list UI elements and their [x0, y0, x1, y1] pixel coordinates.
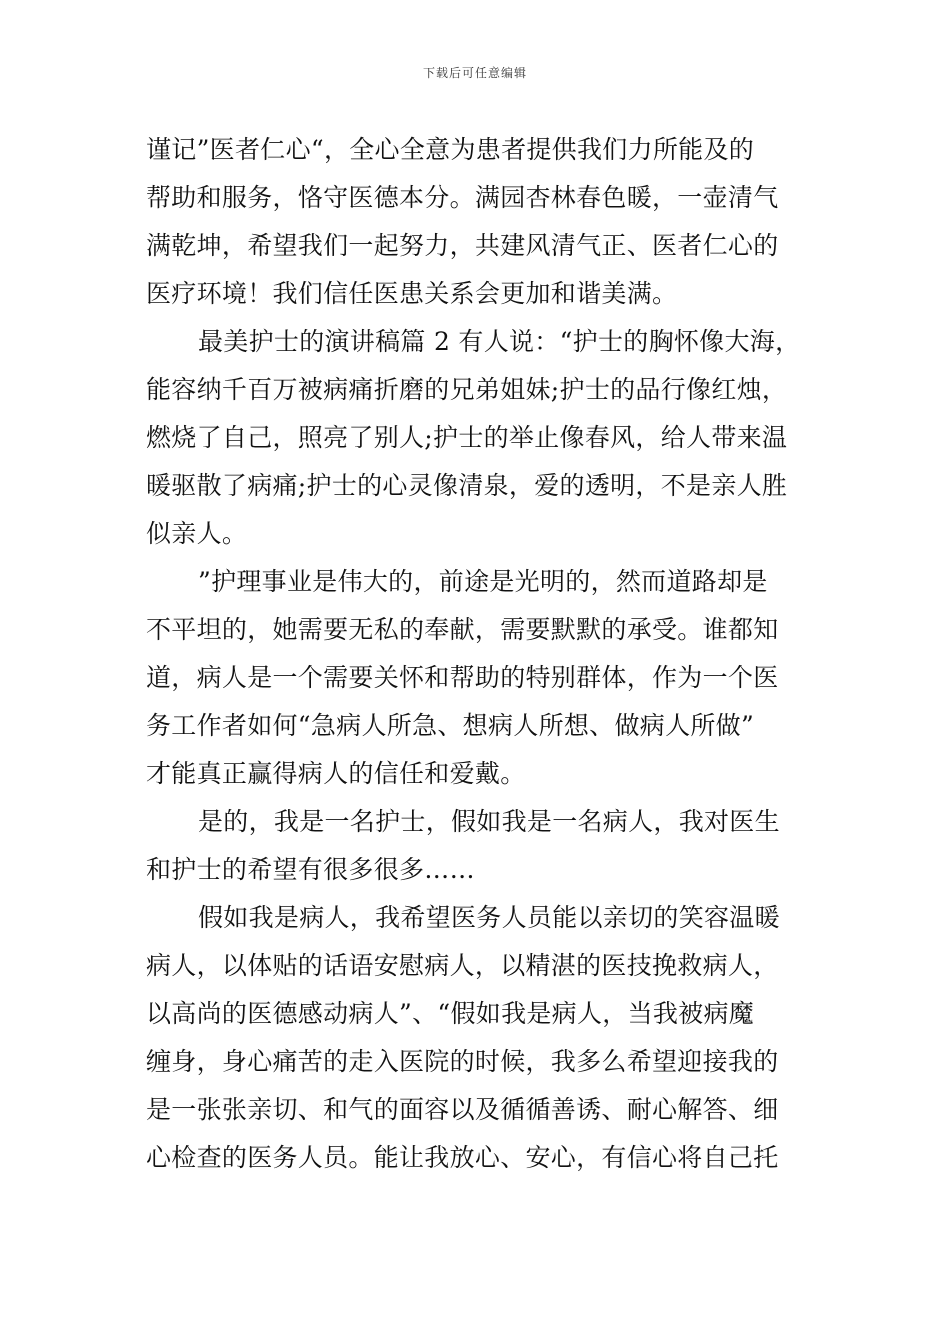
- text-line: 似亲人。: [146, 519, 248, 548]
- text-line: 假如我是病人，我希望医务人员能以亲切的笑容温暖: [198, 903, 780, 932]
- text-line: 是的，我是一名护士，假如我是一名病人，我对医生: [198, 807, 780, 836]
- text-line: 燃烧了自己，照亮了别人;护士的举止像春风，给人带来温: [146, 423, 788, 452]
- page-header: 下载后可任意编辑: [422, 66, 527, 80]
- text-line: 心检查的医务人员。能让我放心、安心，有信心将自己托: [146, 1143, 779, 1172]
- text-line: 以高尚的医德感动病人”、“假如我是病人，当我被病魔: [146, 999, 755, 1028]
- text-line: 帮助和服务，恪守医德本分。满园杏林春色暖，一壶清气: [146, 183, 779, 212]
- document-body: [146, 126, 810, 1182]
- text-line: 最美护士的演讲稿篇 2 有人说：“护士的胸怀像大海，: [198, 327, 801, 356]
- text-line: 满乾坤，希望我们一起努力，共建风清气正、医者仁心的: [146, 231, 779, 260]
- text-line: 是一张张亲切、和气的面容以及循循善诱、耐心解答、细: [146, 1095, 779, 1124]
- text-line: 才能真正赢得病人的信任和爱戴。: [146, 759, 526, 788]
- text-line: 病人，以体贴的话语安慰病人，以精湛的医技挽救病人，: [146, 951, 779, 980]
- text-line: 暖驱散了病痛;护士的心灵像清泉，爱的透明，不是亲人胜: [146, 471, 788, 500]
- text-line: 道，病人是一个需要关怀和帮助的特别群体，作为一个医: [146, 663, 779, 692]
- text-line: 谨记”医者仁心“，全心全意为患者提供我们力所能及的: [146, 135, 755, 164]
- text-line: 医疗环境！我们信任医患关系会更加和谐美满。: [146, 279, 678, 308]
- text-line: 能容纳千百万被病痛折磨的兄弟姐妹;护士的品行像红烛，: [146, 375, 788, 404]
- text-line: 缠身，身心痛苦的走入医院的时候，我多么希望迎接我的: [146, 1047, 779, 1076]
- text-line: 务工作者如何“急病人所急、想病人所想、做病人所做”: [146, 711, 755, 740]
- text-line: 不平坦的，她需要无私的奉献，需要默默的承受。谁都知: [146, 615, 779, 644]
- text-line: ”护理事业是伟大的，前途是光明的，然而道路却是: [198, 567, 768, 596]
- text-line: 和护士的希望有很多很多……: [146, 855, 475, 884]
